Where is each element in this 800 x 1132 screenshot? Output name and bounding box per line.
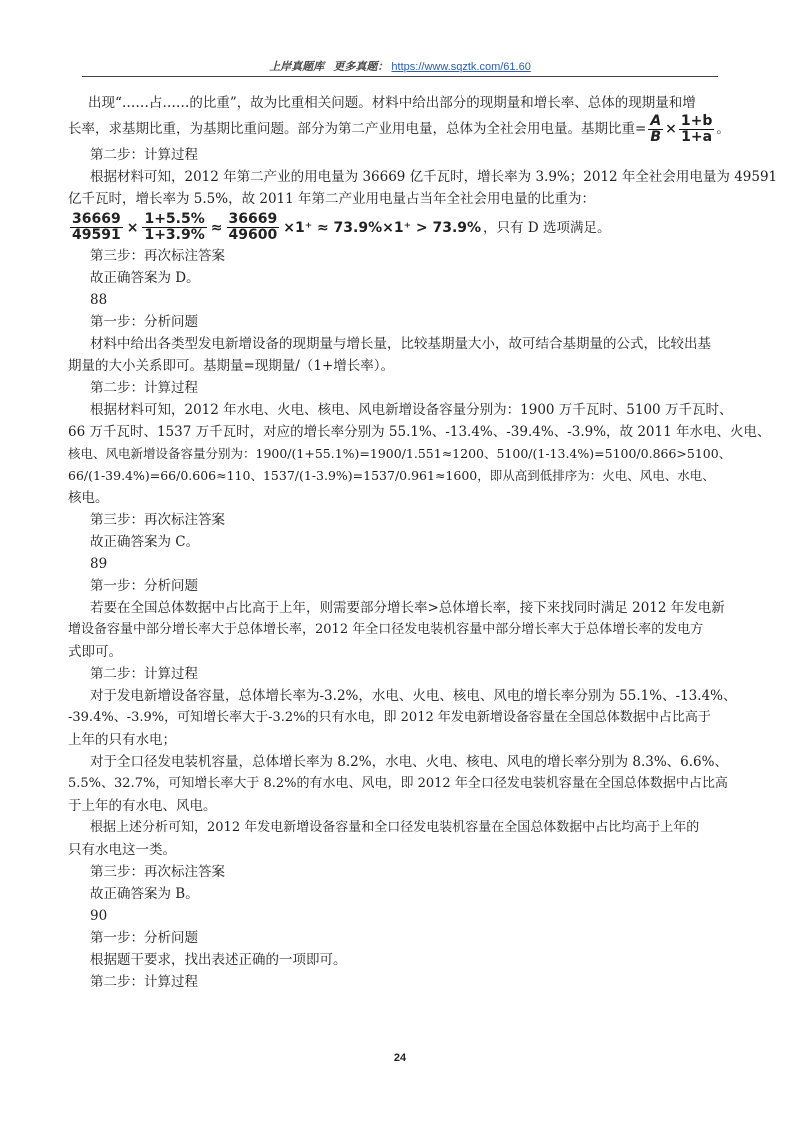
- formula-fraction: [142, 212, 206, 243]
- text-line: 亿千瓦时，增长率为 5.5%，故 2011 年第二产业用电量占当年全社会用电量的比重为：: [68, 191, 596, 207]
- formula-numerator: 1+b: [680, 112, 713, 129]
- step-heading: 第二步：计算过程: [90, 666, 198, 682]
- question-number: 90: [90, 908, 108, 924]
- step-heading: 第三步：再次标注答案: [90, 864, 225, 880]
- text-line: 出现“……占……的比重”，故为比重相关问题。材料中给出部分的现期量和增长率、总体的现期量和增: [88, 95, 696, 111]
- text-line: 根据题干要求，找出表述正确的一项即可。: [90, 952, 347, 968]
- page-number: 24: [393, 1052, 407, 1064]
- text-line: 于上年的有水电、风电。: [68, 798, 217, 814]
- step-heading: 第二步：计算过程: [90, 974, 198, 990]
- step-heading: 第三步：再次标注答案: [90, 512, 225, 528]
- question-number: 89: [90, 556, 108, 572]
- text-line: 对于发电新增设备容量，总体增长率为-3.2%，水电、火电、核电、风电的增长率分别为 55.1%、-13.4%、: [90, 688, 737, 704]
- text-line: 若要在全国总体数据中占比高于上年，则需要部分增长率>总体增长率，接下来找同时满足 2012 年发电新: [90, 600, 725, 616]
- text-line: 材料中给出各类型发电新增设备的现期量与增长量，比较基期量大小，故可结合基期量的公式，比较出基: [90, 336, 711, 352]
- text-line: 式即可。: [68, 644, 122, 660]
- text-line: 对于全口径发电装机容量，总体增长率为 8.2%，水电、火电、核电、风电的增长率分别为 8.3%、6.6%、: [90, 754, 728, 770]
- text-line: 期量的大小关系即可。基期量=现期量/（1+增长率）。: [68, 358, 395, 374]
- step-heading: 第一步：分析问题: [90, 578, 198, 594]
- formula-times: ×: [665, 121, 677, 137]
- text-segment: 长率，求基期比重，为基期比重问题。部分为第二产业用电量，总体为全社会用电量。基期比重=: [68, 121, 647, 137]
- formula-fraction: [70, 212, 123, 243]
- step-heading: 第一步：分析问题: [90, 930, 198, 946]
- text-line: 核电、风电新增设备容量分别为：1900/(1+55.1%)=1900/1.551≈1200、5100/(1-13.4%)=5100/0.866>5100、: [68, 446, 732, 461]
- text-line: 根据上述分析可知，2012 年发电新增设备容量和全口径发电装机容量在全国总体数据中占比均高于上年的: [90, 820, 700, 835]
- text-line: 66 万千瓦时、1537 万千瓦时，对应的增长率分别为 55.1%、-13.4%、-39.4%、-3.9%，故 2011 年水电、火电、: [68, 424, 771, 440]
- step-heading: 第一步：分析问题: [90, 314, 198, 330]
- text-segment: 。: [716, 121, 730, 137]
- formula-denominator: 1+3.9%: [144, 227, 205, 243]
- formula-denominator: 49600: [228, 227, 278, 243]
- header-more-label: 更多真题：: [333, 61, 389, 73]
- formula-fraction-ab: [648, 114, 663, 145]
- formula-numerator: 36669: [228, 211, 278, 227]
- formula-fraction-growth: [679, 114, 715, 145]
- formula-tail: ×1⁺ ≈ 73.9%×1⁺ > 73.9%: [283, 219, 482, 236]
- text-line: 上年的只有水电；: [68, 732, 176, 748]
- formula-denominator: 49591: [72, 227, 121, 243]
- text-segment: ，只有 D 选项满足。: [483, 219, 611, 236]
- formula-fraction: [227, 212, 280, 243]
- header-brand: 上岸真题库: [269, 61, 325, 73]
- step-heading: 第二步：计算过程: [90, 147, 198, 163]
- formula-denominator: B: [650, 128, 662, 145]
- text-line: 根据材料可知，2012 年水电、火电、核电、风电新增设备容量分别为：1900 万千瓦时、5100 万千瓦时、: [90, 402, 733, 418]
- text-line: -39.4%、-3.9%，可知增长率大于-3.2%的只有水电，即 2012 年发电新增设备容量在全国总体数据中占比高于: [68, 710, 711, 725]
- answer-line: 故正确答案为 C。: [90, 534, 200, 550]
- formula-approx: ≈: [210, 219, 223, 236]
- step-heading: 第二步：计算过程: [90, 380, 198, 396]
- text-line: 只有水电这一类。: [68, 842, 176, 858]
- answer-line: 故正确答案为 D。: [90, 270, 200, 286]
- formula-numerator: 1+5.5%: [144, 211, 205, 227]
- document-body: [68, 92, 778, 993]
- text-line: 根据材料可知，2012 年第二产业的用电量为 36669 亿千瓦时，增长率为 3.9%；2012 年全社会用电量为 49591: [90, 169, 778, 185]
- text-line: 核电。: [68, 490, 109, 506]
- header-url-link[interactable]: https://www.sqztk.com/61.60: [391, 61, 531, 73]
- answer-line: 故正确答案为 B。: [90, 886, 199, 902]
- text-line: 66/(1-39.4%)=66/0.606≈110、1537/(1-3.9%)=1537/0.961≈1600，即从高到低排序为：火电、风电、水电、: [68, 468, 715, 483]
- formula-times: ×: [126, 219, 139, 236]
- text-line: 5.5%、32.7%，可知增长率大于 8.2%的有水电、风电，即 2012 年全口径发电装机容量在全国总体数据中占比高: [68, 776, 728, 791]
- formula-numerator: A: [650, 112, 662, 129]
- question-number: 88: [90, 292, 108, 308]
- header-divider: [82, 76, 718, 77]
- formula-numerator: 36669: [72, 211, 121, 227]
- page-header: [0, 58, 800, 74]
- step-heading: 第三步：再次标注答案: [90, 248, 225, 264]
- formula-denominator: 1+a: [681, 128, 713, 145]
- text-line-with-formula: [68, 114, 740, 144]
- text-line: 增设备容量中部分增长率大于总体增长率，2012 年全口径发电装机容量中部分增长率大于总体增长率的发电方: [68, 622, 704, 637]
- calculation-formula: [68, 212, 740, 243]
